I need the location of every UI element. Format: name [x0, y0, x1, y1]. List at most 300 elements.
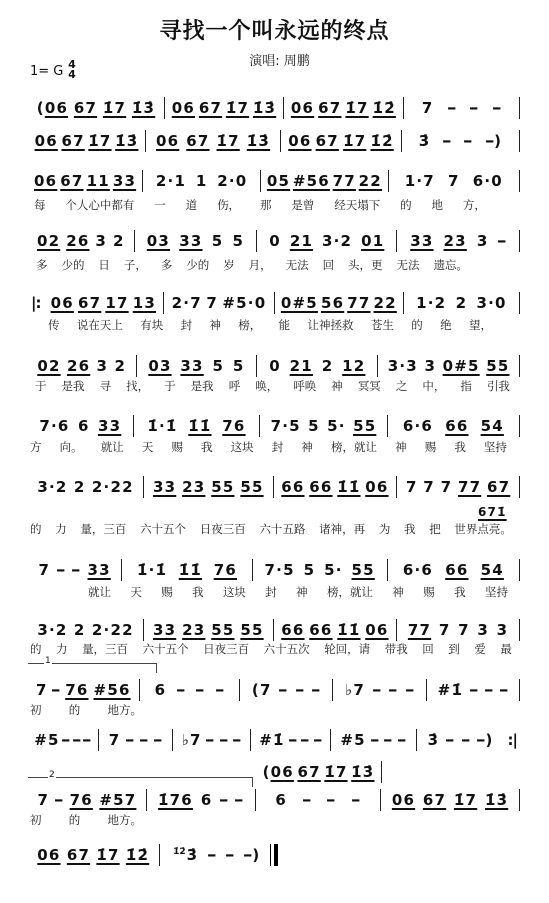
- note-group: [205, 731, 218, 749]
- note-group: [359, 172, 382, 190]
- note: 2: [73, 621, 86, 639]
- note: 06: [37, 846, 61, 864]
- note: 1̇1̇: [178, 561, 203, 579]
- sustain-dash: -: [218, 791, 231, 809]
- note-group: [179, 232, 202, 250]
- lyric-word: 绝: [440, 318, 452, 332]
- sustain-dash: -: [468, 681, 481, 699]
- measure: [165, 97, 284, 119]
- note-group: [403, 417, 433, 435]
- note: 06: [34, 172, 58, 190]
- note-group: [365, 478, 388, 496]
- note-group: [115, 132, 138, 150]
- note-group: [113, 232, 125, 250]
- lyric-word: 我: [454, 585, 466, 599]
- lyric-word: 的: [411, 318, 423, 332]
- lyric-word: 榜，: [238, 318, 262, 332]
- note: 2·22: [91, 478, 134, 496]
- note-group: [82, 731, 95, 749]
- lyrics-line: [36, 257, 468, 272]
- note-group: [226, 99, 249, 117]
- lyric-word: 传: [48, 318, 60, 332]
- score-line: [28, 97, 520, 119]
- note-group: [419, 132, 431, 150]
- note-group: [458, 478, 481, 496]
- note-group: [253, 99, 276, 117]
- note: 5: [232, 232, 245, 250]
- note-group: [78, 417, 90, 435]
- note-group: [281, 294, 318, 312]
- note-group: [96, 846, 119, 864]
- sustain-dash: -: [214, 681, 227, 699]
- score-line: [28, 559, 520, 581]
- sustain-dash: -: [301, 791, 314, 809]
- note: 67: [422, 791, 447, 809]
- note-group: [51, 294, 74, 312]
- note: 1̇2̇: [370, 132, 394, 150]
- measure: [331, 729, 416, 751]
- note: 67: [486, 478, 511, 496]
- lyric-word: 呼: [228, 379, 241, 393]
- note-group: [259, 731, 284, 749]
- note-group: [61, 132, 84, 150]
- note-group: [211, 478, 234, 496]
- note-group: [113, 172, 136, 190]
- note-group: [74, 621, 86, 639]
- note-group: [35, 132, 58, 150]
- note-group: [175, 681, 188, 699]
- note: 67: [60, 172, 84, 190]
- note-group: [371, 681, 384, 699]
- lyric-word: 说在天上: [76, 318, 123, 332]
- note: 0#5: [442, 357, 480, 375]
- note-group: [156, 172, 186, 190]
- measure: [402, 130, 520, 152]
- measure: [135, 230, 258, 252]
- time-signature-unit: 4: [68, 68, 76, 81]
- note: 55: [353, 417, 377, 435]
- note: 06: [288, 132, 312, 150]
- note: 77: [332, 172, 356, 190]
- measure: [256, 789, 382, 811]
- sustain-dash: -: [491, 99, 504, 117]
- note-group: [316, 132, 339, 150]
- note: 5: [212, 357, 225, 375]
- lyric-word: 就让: [88, 585, 111, 599]
- note-group: [182, 621, 205, 639]
- parenthesis: ): [485, 731, 494, 749]
- note-group: [201, 791, 213, 809]
- note: 67: [66, 846, 91, 864]
- note-group: [87, 172, 110, 190]
- note: 2: [455, 294, 468, 312]
- note-group: [361, 232, 384, 250]
- note: 66: [445, 561, 469, 579]
- sustain-dash: -: [82, 731, 95, 749]
- lyric-word: 我: [192, 585, 204, 599]
- note: 7: [108, 731, 121, 749]
- measure: [134, 415, 261, 437]
- note: 1̇7: [453, 791, 478, 809]
- note-group: [224, 846, 237, 864]
- note: 55: [351, 561, 375, 579]
- note-group: [396, 731, 409, 749]
- note: 7: [37, 791, 50, 809]
- note: 55: [240, 621, 264, 639]
- note-group: [297, 763, 320, 781]
- sustain-dash: -: [310, 681, 323, 699]
- lyric-word: 天: [141, 440, 154, 454]
- note: 3: [96, 357, 109, 375]
- lyric-word: 能: [278, 318, 291, 332]
- note: 1̇7: [102, 99, 127, 117]
- lyrics-line: [30, 521, 512, 536]
- note: 21: [289, 232, 314, 250]
- note: 6: [200, 791, 213, 809]
- measure: [256, 761, 382, 783]
- measure: [275, 292, 404, 314]
- note-group: [308, 417, 320, 435]
- volta-number: 1: [45, 656, 51, 666]
- note-group: [423, 478, 435, 496]
- note: 0#5: [280, 294, 318, 312]
- note-group: [275, 791, 287, 809]
- note-group: [269, 232, 281, 250]
- note-group: [405, 172, 435, 190]
- sustain-dash: -: [444, 731, 457, 749]
- lyric-word: 把: [429, 522, 441, 536]
- lyric-word: 的: [68, 813, 81, 827]
- sustain-dash: -: [50, 681, 63, 699]
- note: 06: [34, 132, 58, 150]
- sustain-dash: -: [294, 681, 307, 699]
- note: 1̇1̇: [337, 621, 361, 639]
- score-line: [28, 729, 520, 751]
- lyric-word: 这块: [230, 440, 254, 454]
- note: 67: [73, 99, 98, 117]
- lyric-word: 唤，: [255, 379, 279, 393]
- note: 5: [211, 232, 224, 250]
- note: 1̇2̇: [372, 99, 396, 117]
- lyric-word: 回: [422, 642, 434, 656]
- measure: [381, 789, 520, 811]
- lyric-word: 遗忘。: [433, 258, 468, 272]
- note: 06: [290, 99, 315, 117]
- lyric-word: 苍生: [370, 318, 394, 332]
- lyric-word: 榜，就让: [330, 440, 377, 454]
- score-line: [28, 476, 520, 498]
- note-group: [98, 417, 121, 435]
- lyric-word: 呼唤: [293, 379, 317, 393]
- measure: [43, 292, 164, 314]
- note: 6·6: [402, 561, 434, 579]
- note-group: [322, 232, 352, 250]
- note-group: [337, 478, 360, 496]
- lyric-word: 少的: [186, 258, 210, 272]
- sustain-dash: -: [350, 791, 363, 809]
- note-group: [460, 731, 473, 749]
- note-group: [88, 132, 111, 150]
- measure: [173, 729, 251, 751]
- note: 7·6: [39, 417, 70, 435]
- note-group: [180, 357, 203, 375]
- note: 1̇7: [343, 132, 367, 150]
- lyric-word: 神: [392, 585, 404, 599]
- note-group: [92, 621, 134, 639]
- note-group: [290, 232, 313, 250]
- lyric-word: 力: [55, 522, 67, 536]
- note-group: [53, 791, 66, 809]
- lyric-word: 就让: [100, 440, 124, 454]
- score-line: [28, 415, 520, 437]
- note-group: [66, 232, 89, 250]
- time-signature: [66, 60, 78, 80]
- note-group: [155, 681, 167, 699]
- score-line: [28, 292, 520, 314]
- lyric-word: 少的: [61, 258, 85, 272]
- note-group: [352, 561, 375, 579]
- note: 54: [480, 561, 504, 579]
- note-group: [486, 357, 509, 375]
- note-group: [218, 731, 231, 749]
- sustain-dash: -: [206, 846, 219, 864]
- measure: [257, 230, 397, 252]
- sustain-dash: -: [326, 791, 339, 809]
- lyric-word: 封: [271, 440, 284, 454]
- note-group: [448, 172, 460, 190]
- lyric-word: 于: [164, 379, 176, 393]
- note-group: [78, 294, 101, 312]
- note-group: [365, 621, 388, 639]
- lyric-word: 诸神，再: [319, 522, 366, 536]
- note-group: [369, 731, 382, 749]
- lyric-word: 神: [296, 585, 308, 599]
- volta-number: 2: [49, 770, 55, 780]
- measure: [417, 729, 505, 751]
- measure: [261, 170, 389, 192]
- note: 3: [477, 621, 490, 639]
- note: 33: [152, 621, 177, 639]
- lyric-word: 是我: [61, 379, 85, 393]
- sustain-dash: -: [278, 681, 291, 699]
- note: 1·7: [404, 172, 435, 190]
- note: 06: [50, 294, 74, 312]
- lyrics-line: [30, 439, 507, 454]
- note-group: [408, 621, 431, 639]
- note: 22: [358, 172, 382, 190]
- note-group: [290, 357, 313, 375]
- note-group: [481, 417, 504, 435]
- lyric-word: 榜，就让: [327, 585, 374, 599]
- note: #1̇: [259, 731, 285, 749]
- note: 2: [114, 357, 127, 375]
- note-group: [172, 99, 195, 117]
- note-group: [441, 132, 454, 150]
- note: 33: [112, 172, 137, 190]
- note: 26: [66, 232, 90, 250]
- lyrics-line: [30, 641, 512, 656]
- note-group: [242, 846, 261, 864]
- note-group: [491, 99, 504, 117]
- note: 17: [105, 294, 129, 312]
- lyric-word: 无法: [285, 258, 309, 272]
- note-group: [445, 417, 468, 435]
- measure: [404, 97, 520, 119]
- lyric-word: 世界点亮。: [454, 522, 512, 536]
- note-group: [326, 791, 339, 809]
- note: 67: [77, 294, 102, 312]
- note: 33: [87, 561, 111, 579]
- measure: [260, 415, 388, 437]
- note-group: [324, 763, 347, 781]
- note-group: [233, 357, 245, 375]
- note-group: [247, 132, 270, 150]
- measure: [144, 476, 273, 498]
- measure: [404, 292, 520, 314]
- note-group: [353, 417, 376, 435]
- note-group: [324, 561, 343, 579]
- note-group: [55, 561, 68, 579]
- note-group: [217, 132, 240, 150]
- note-group: [218, 791, 231, 809]
- note-group: [94, 681, 131, 699]
- note-group: [132, 99, 155, 117]
- measure: [28, 415, 134, 437]
- note: 01: [361, 232, 385, 250]
- note: 2·22: [91, 621, 134, 639]
- note-group: [147, 417, 177, 435]
- lyric-word: 封: [180, 318, 193, 332]
- note-group: [392, 791, 415, 809]
- note: 06: [156, 132, 180, 150]
- note: 76: [213, 561, 237, 579]
- note: 3̇: [186, 846, 199, 864]
- note-group: [271, 417, 301, 435]
- note-group: [233, 791, 246, 809]
- note: 06: [44, 99, 69, 117]
- note-group: [182, 731, 202, 749]
- sustain-dash: -: [152, 731, 165, 749]
- note: 1̇1̇: [188, 417, 212, 435]
- lyrics-line: [48, 317, 492, 332]
- note: 7: [36, 681, 48, 699]
- note: 1̇3̇: [351, 763, 375, 781]
- measure: [28, 844, 160, 866]
- parenthesis: ): [494, 132, 503, 150]
- measure: [389, 170, 520, 192]
- note: 7: [440, 478, 453, 496]
- note-group: [195, 681, 208, 699]
- note: #5: [34, 731, 60, 749]
- parenthesis: (: [251, 681, 260, 699]
- note: 7: [448, 172, 460, 190]
- note: 33: [98, 417, 122, 435]
- note-group: [345, 99, 368, 117]
- note-group: [383, 731, 396, 749]
- note-group: [34, 172, 57, 190]
- lyric-word: 我: [404, 522, 416, 536]
- repeat-end-sign: :|: [507, 731, 517, 749]
- lyric-word: 方: [30, 440, 42, 454]
- note: 77: [457, 478, 482, 496]
- note: 67: [297, 763, 321, 781]
- sustain-dash: -: [404, 681, 417, 699]
- note-group: [404, 681, 417, 699]
- note-group: [498, 681, 511, 699]
- measure: [147, 789, 256, 811]
- lyric-word: 方，: [462, 198, 486, 212]
- note: 5: [308, 417, 320, 435]
- lyric-word: 指: [460, 379, 472, 393]
- note: 23: [443, 232, 467, 250]
- score-line: [256, 761, 382, 783]
- note: 66: [309, 621, 333, 639]
- lyric-word: 天: [130, 585, 142, 599]
- lyric-word: 日夜三百: [203, 642, 250, 656]
- note-group: [65, 681, 88, 699]
- sustain-dash: -: [175, 681, 188, 699]
- note-group: [37, 232, 60, 250]
- note: 06: [270, 763, 294, 781]
- note: 67: [318, 99, 342, 117]
- note-group: [424, 357, 436, 375]
- note: 67: [198, 99, 223, 117]
- note-group: [71, 731, 84, 749]
- note: 33: [410, 232, 434, 250]
- note-group: [60, 731, 73, 749]
- sustain-dash: -: [218, 731, 231, 749]
- measure: [240, 679, 333, 701]
- sustain-dash: -: [484, 132, 497, 150]
- note: 66: [309, 478, 333, 496]
- note: 1̇7: [324, 763, 348, 781]
- note-group: [281, 478, 304, 496]
- note: 5·: [324, 561, 343, 579]
- sustain-dash: -: [463, 132, 476, 150]
- sustain-dash: -: [371, 681, 384, 699]
- note-group: [37, 478, 67, 496]
- note: 5: [232, 357, 245, 375]
- note: #5·0: [222, 294, 267, 312]
- measure: [251, 729, 331, 751]
- note: 7: [38, 561, 51, 579]
- note-group: [287, 731, 300, 749]
- note: #56: [93, 681, 131, 699]
- lyric-word: 头，更: [348, 258, 383, 272]
- lyric-word: 我: [201, 440, 213, 454]
- note-group: [152, 731, 165, 749]
- lyric-word: 赐: [171, 440, 183, 454]
- note: 33: [152, 478, 177, 496]
- note-group: [456, 294, 468, 312]
- note-group: [322, 357, 334, 375]
- note-group: [196, 172, 208, 190]
- sustain-dash: -: [383, 731, 396, 749]
- score-line: [28, 619, 520, 641]
- note: 55: [211, 621, 235, 639]
- sustain-dash: -: [224, 846, 237, 864]
- measure: [144, 619, 273, 641]
- note-group: [92, 478, 134, 496]
- note: 1̇3̇: [115, 132, 139, 150]
- lyric-word: 的: [400, 198, 412, 212]
- lyric-word: 封: [265, 585, 277, 599]
- repeat-start-sign: |:: [31, 294, 41, 312]
- sustain-dash: -: [312, 731, 325, 749]
- score-line: [28, 355, 520, 377]
- note-group: [309, 478, 332, 496]
- note: 7: [259, 681, 272, 699]
